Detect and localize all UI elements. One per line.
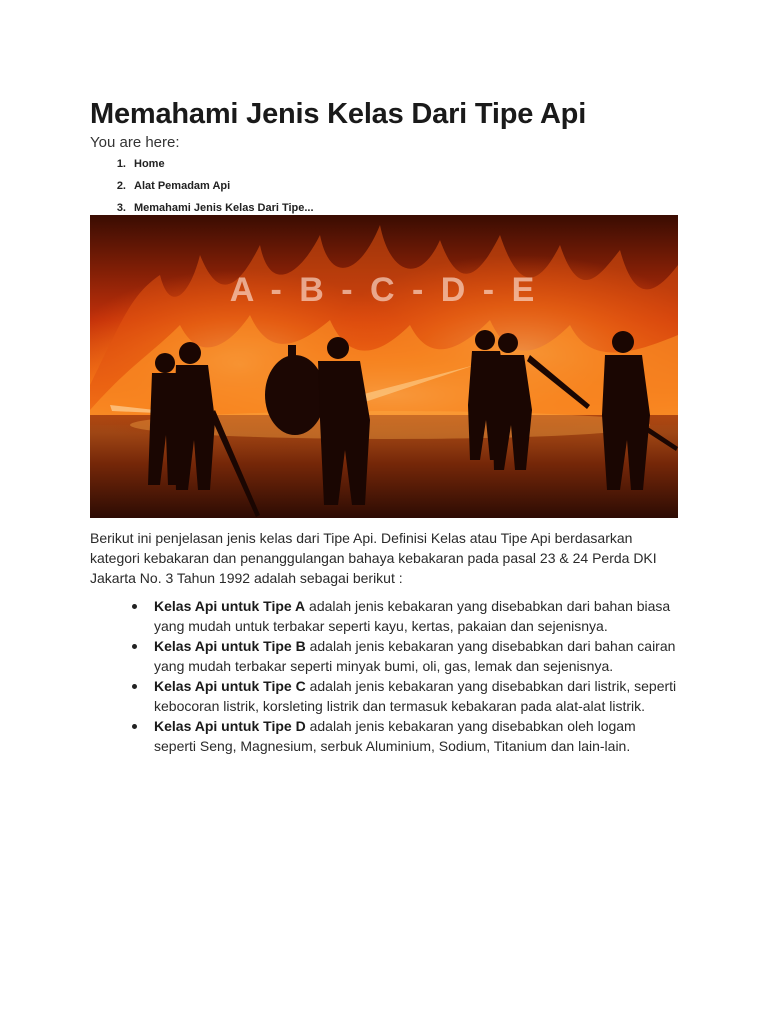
list-item — [154, 716, 680, 756]
hero-image — [90, 215, 678, 518]
fire-type-term: Kelas Api untuk Tipe D — [154, 718, 306, 734]
breadcrumb-link-home[interactable]: Home — [134, 158, 165, 170]
fire-type-term: Kelas Api untuk Tipe C — [154, 678, 306, 694]
fire-type-description: adalah jenis kebakaran yang disebabkan dari listrik, seperti kebocoran listrik, korsleting listrik dan termasuk kebakaran pada alat-alat listrik. — [154, 678, 677, 714]
fire-type-term: Kelas Api untuk Tipe B — [154, 638, 306, 654]
breadcrumb — [90, 153, 680, 219]
breadcrumb-number: 1. — [116, 158, 126, 170]
list-item — [154, 636, 680, 676]
page-title: Memahami Jenis Kelas Dari Tipe Api — [90, 98, 587, 130]
breadcrumb-link-alat-pemadam-api[interactable]: Alat Pemadam Api — [134, 180, 231, 192]
fire-type-description: adalah jenis kebakaran yang disebabkan dari bahan biasa yang mudah untuk terbakar seperti kayu, kertas, pakaian dan sejenisnya. — [154, 598, 671, 634]
firefighters-illustration — [90, 215, 678, 518]
breadcrumb-number: 3. — [116, 202, 126, 214]
article — [90, 96, 680, 756]
fire-type-description: adalah jenis kebakaran yang disebabkan dari bahan cairan yang mudah terbakar seperti minyak bumi, oli, gas, lemak dan sejenisnya. — [154, 638, 676, 674]
breadcrumb-item-alat-pemadam-api[interactable] — [90, 175, 680, 197]
list-item — [154, 676, 680, 716]
fire-type-description: adalah jenis kebakaran yang disebabkan oleh logam seperti Seng, Magnesium, serbuk Aluminium, Sodium, Titanium dan lain-lain. — [154, 718, 636, 754]
breadcrumb-item-home[interactable] — [90, 153, 680, 175]
hero-overlay-text: A - B - C - D - E — [229, 271, 539, 309]
list-item — [154, 596, 680, 636]
fire-types-list — [90, 596, 680, 756]
intro-paragraph: Berikut ini penjelasan jenis kelas dari Tipe Api. Definisi Kelas atau Tipe Api berdasarkan kategori kebakaran dan penanggulangan bahaya kebakaran pada pasal 23 & 24 Perda DKI Jakarta No. 3 Tahun 1992 adalah sebagai berikut : — [90, 530, 657, 586]
breadcrumb-number: 2. — [116, 180, 126, 192]
breadcrumb-current-page: Memahami Jenis Kelas Dari Tipe... — [134, 202, 314, 214]
you-are-here-label: You are here: — [90, 134, 180, 151]
fire-type-term: Kelas Api untuk Tipe A — [154, 598, 306, 614]
